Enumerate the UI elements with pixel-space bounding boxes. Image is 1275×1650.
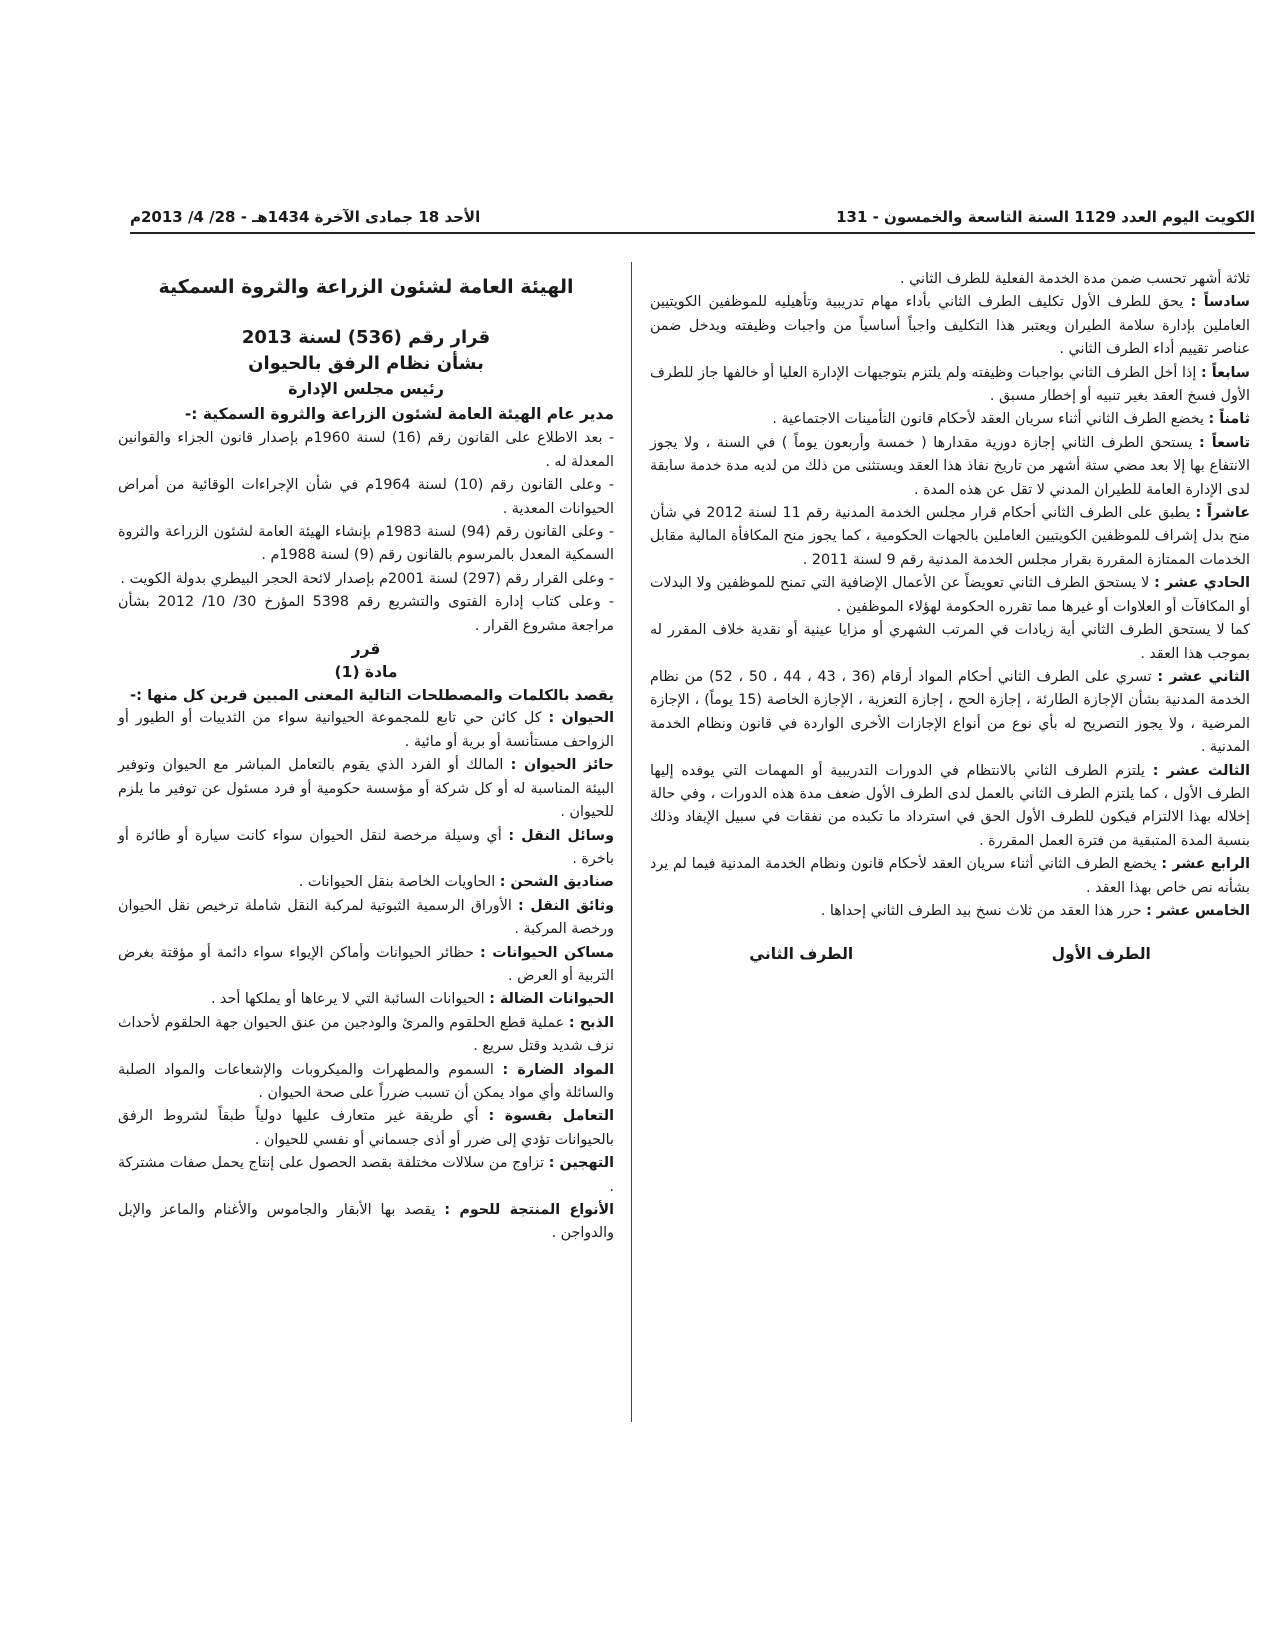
clause-term: سادساً : [1190, 294, 1250, 311]
clause-term: عاشراً : [1195, 505, 1250, 522]
definition [118, 1105, 614, 1152]
recital: - وعلى كتاب إدارة الفتوى والتشريع رقم 5398 المؤرخ 30/ 10/ 2012 بشأن مراجعة مشروع القرار . [118, 594, 614, 634]
definition [118, 942, 614, 989]
definition-text: الحاويات الخاصة بنقل الحيوانات . [298, 874, 500, 891]
definition [118, 1059, 614, 1106]
definition-term: الحيوان : [548, 710, 614, 727]
clause-term: الثاني عشر : [1157, 668, 1250, 685]
clause-text: يطبق على الطرف الثاني أحكام قرار مجلس الخدمة المدنية رقم 11 لسنة 2012 في شأن منح بدل إشراف للموظفين الكويتيين العاملين بالجهات الحكومية ، كما يجوز منح المكافأة المالية مقابل الخدمات الممتازة المقررة بقرار مجلس الخدمة المدنية رقم 9 لسنة 2011 . [650, 505, 1250, 568]
header-date: الأحد 18 جمادى الآخرة 1434هـ - 28/ 4/ 2013م [130, 208, 481, 226]
clause-text: يحق للطرف الأول تكليف الطرف الثاني بأداء مهام تدريبية وتأهيليه للموظفين الكويتيين العاملين بإدارة سلامة الطيران ويعتبر هذا التكليف واجباً أساسياً من واجبات وظيفته ويدخل ضمن عناصر تقييم أداء الطرف الثاني . [650, 294, 1250, 358]
recital: - وعلى القانون رقم (10) لسنة 1964م في شأن الإجراءات الوقائية من أمراض الحيوانات المعدية . [118, 477, 614, 517]
page-header [130, 198, 1255, 226]
definition-text: حظائر الحيوانات وأماكن الإيواء سواء دائمة أو مؤقتة بغرض التربية أو العرض . [118, 944, 614, 984]
definition [118, 707, 614, 754]
issuing-authority: الهيئة العامة لشئون الزراعة والثروة السمكية [158, 276, 574, 298]
definition-term: المواد الضارة : [502, 1061, 614, 1078]
signature-first-party: الطرف الأول [1051, 945, 1151, 964]
decides-heading: قرر [351, 640, 381, 659]
clause-sixth [650, 291, 1250, 361]
definition-text: الأوراق الرسمية الثبوتية لمركبة النقل شاملة ترخيص نقل الحيوان ورخصة المركبة . [118, 897, 614, 938]
clause-term: الحادي عشر : [1154, 575, 1250, 592]
definition-term: التعامل بقسوة : [488, 1108, 614, 1125]
clause-text: لا يستحق الطرف الثاني تعويضاً عن الأعمال الإضافية التي تمنح للموظفين ولا البدلات أو المكافآت أو العلاوات أو غيرها مما تقرره الحكومة لهؤلاء الموظفين . [650, 575, 1250, 615]
left-column [118, 268, 614, 1246]
definition-text: تزاوج من سلالات مختلفة بقصد الحصول على إنتاج يحمل صفات مشتركة . [118, 1155, 614, 1195]
signature-block [650, 943, 1250, 966]
clause-continuation: ثلاثة أشهر تحسب ضمن مدة الخدمة الفعلية للطرف الثاني . [900, 271, 1250, 287]
clause-text: إذا أخل الطرف الثاني بواجبات وظيفته ولم يلتزم بتوجيهات الإدارة العليا أو خالفها جاز للطرف الأول فسخ العقد بغير تنبيه أو إخطار مسبق . [650, 364, 1250, 405]
definition [118, 825, 614, 872]
clause-text: حرر هذا العقد من ثلاث نسخ بيد الطرف الثاني إحداها . [820, 902, 1147, 919]
recital: - وعلى القرار رقم (297) لسنة 2001م بإصدار لائحة الحجر البيطري بدولة الكويت . [120, 570, 614, 587]
clause-term: سابعاً : [1200, 364, 1250, 381]
recital: - وعلى القانون رقم (94) لسنة 1983م بإنشاء الهيئة العامة لشئون الزراعة والثروة السمكية المعدل بالمرسوم بالقانون رقم (9) لسنة 1988م . [118, 524, 614, 564]
definition [118, 895, 614, 942]
clause-text: يستحق الطرف الثاني إجازة دورية مقدارها ( خمسة وأربعون يوماً ) في السنة ، ولا يجوز الانتفاع بها إلا بعد مضي ستة أشهر من تاريخ نفاذ هذا العقد ويستثنى من ذلك من لديه مدة خدمة سابقة لدى الإدارة العامة للطيران المدني لا تقل عن هذه المدة . [650, 434, 1250, 498]
clause-term: ثامناً : [1208, 411, 1250, 428]
definition-term: الذبح : [568, 1014, 614, 1031]
clause-fourteenth [650, 853, 1250, 900]
definitions-intro: يقصد بالكلمات والمصطلحات التالية المعنى المبين قرين كل منها :- [129, 687, 614, 705]
definition [118, 1012, 614, 1059]
clause-eleventh-cont: كما لا يستحق الطرف الثاني أية زيادات في المرتب الشهري أو مزايا عينية أو نقدية خلاف المقرر له بموجب هذا العقد . [650, 622, 1250, 662]
definition [118, 988, 614, 1011]
definition-text: يقصد بها الأبقار والجاموس والأغنام والماعز والإبل والدواجن . [118, 1202, 614, 1242]
clause-term: تاسعاً : [1199, 434, 1250, 451]
clause-term: الرابع عشر : [1161, 856, 1250, 873]
column-divider [631, 262, 632, 1422]
definition-text: أي طريقة غير متعارف عليها دولياً طبقاً لشروط الرفق بالحيوانات تؤدي إلى ضرر أو أذى جسماني أو نفسي للحيوان . [118, 1108, 614, 1148]
clause-text: يلتزم الطرف الثاني بالانتظام في الدورات التدريبية أو المهمات التي يوفده إليها الطرف الأول ، كما يلتزم الطرف الثاني بالعمل لدى الطرف الأول ضعف مدة هذه الدورات ، وفي حالة إخلاله بهذا الالتزام فيكون للطرف الأول الحق في استرداد ما تكبده من نفقات في سبيل الإيفاد وذلك بنسبة المدة المتبقية من فترة العمل المقررة . [650, 762, 1250, 849]
definition-text: أي وسيلة مرخصة لنقل الحيوان سواء كانت سيارة أو طائرة أو باخرة . [118, 827, 614, 867]
decision-subject: بشأن نظام الرفق بالحيوان [248, 353, 484, 375]
clause-text: يخضع الطرف الثاني أثناء سريان العقد لأحكام قانون ونظام الخدمة المدنية فيما لم يرد بشأنه نص خاص بهذا العقد . [650, 856, 1250, 896]
definition [118, 1152, 614, 1199]
definition-text: السموم والمطهرات والميكروبات والإشعاعات والمواد الصلبة والسائلة وأي مواد يمكن أن تسبب ضرراً على صحة الحيوان . [118, 1061, 614, 1101]
clause-thirteenth [650, 760, 1250, 854]
recital: - بعد الاطلاع على القانون رقم (16) لسنة 1960م بإصدار قانون الجزاء والقوانين المعدلة له . [118, 430, 614, 470]
decision-title: قرار رقم (536) لسنة 2013 [241, 327, 491, 349]
clause-term: الخامس عشر : [1146, 902, 1250, 919]
definition [118, 871, 614, 894]
definition-term: الحيوانات الضالة : [489, 991, 614, 1008]
header-issue-info: الكويت اليوم العدد 1129 السنة التاسعة والخمسون - 131 [836, 208, 1255, 226]
definition-term: مساكن الحيوانات : [480, 944, 614, 961]
clause-eleventh [650, 572, 1250, 619]
clause-text: يخضع الطرف الثاني أثناء سريان العقد لأحكام قانون التأمينات الاجتماعية . [772, 411, 1209, 428]
clause-text: تسري على الطرف الثاني أحكام المواد أرقام (36 ، 43 ، 44 ، 50 ، 52) من نظام الخدمة المدنية بشأن الإجازة الطارئة ، إجازة الحج ، إجازة التعزية ، الإجازة الخاصة (15 يوماً) ، الإجازة المرضية ، ولا يجوز التصريح له بأي نوع من أنواع الإجازات الأخرى الواردة في قانون ونظام الخدمة المدنية . [650, 668, 1250, 756]
director-general: مدير عام الهيئة العامة لشئون الزراعة والثروة السمكية :- [184, 405, 614, 424]
clause-tenth [650, 502, 1250, 572]
definition [118, 754, 614, 824]
board-chair: رئيس مجلس الإدارة [288, 379, 444, 399]
signature-second-party: الطرف الثاني [749, 945, 854, 964]
definition [118, 1199, 614, 1246]
definition-term: التهجين : [548, 1155, 615, 1172]
article-heading: مادة (1) [334, 663, 398, 682]
clause-fifteenth [650, 900, 1250, 923]
clause-twelfth [650, 666, 1250, 760]
header-rule [130, 232, 1255, 234]
definition-term: صناديق الشحن : [499, 874, 614, 891]
definition-term: حائز الحيوان : [510, 757, 614, 774]
clause-term: الثالث عشر : [1152, 762, 1250, 779]
definition-text: المالك أو الفرد الذي يقوم بالتعامل المباشر مع الحيوان وتوفير البيئة المناسبة له أو كل شركة أو مؤسسة حكومية أو فرد مسئول عن توفير ما يلزم للحيوان . [118, 757, 614, 821]
definition-text: كل كائن حي تابع للمجموعة الحيوانية سواء من الثدييات أو الطيور أو الزواحف مستأنسة أو برية أو مائية . [118, 710, 614, 750]
definition-term: وثائق النقل : [518, 897, 614, 914]
definition-term: الأنواع المنتجة للحوم : [444, 1202, 614, 1218]
definition-text: عملية قطع الحلقوم والمرئ والودجين من عنق الحيوان جهة الحلقوم لأحداث نزف شديد وقتل سريع . [118, 1014, 614, 1055]
right-column [650, 268, 1250, 967]
definition-text: الحيوانات السائبة التي لا يرعاها أو يملكها أحد . [210, 991, 490, 1008]
definition-term: وسائل النقل : [508, 827, 614, 844]
clause-eighth [650, 408, 1250, 431]
clause-ninth [650, 432, 1250, 502]
clause-seventh [650, 362, 1250, 409]
